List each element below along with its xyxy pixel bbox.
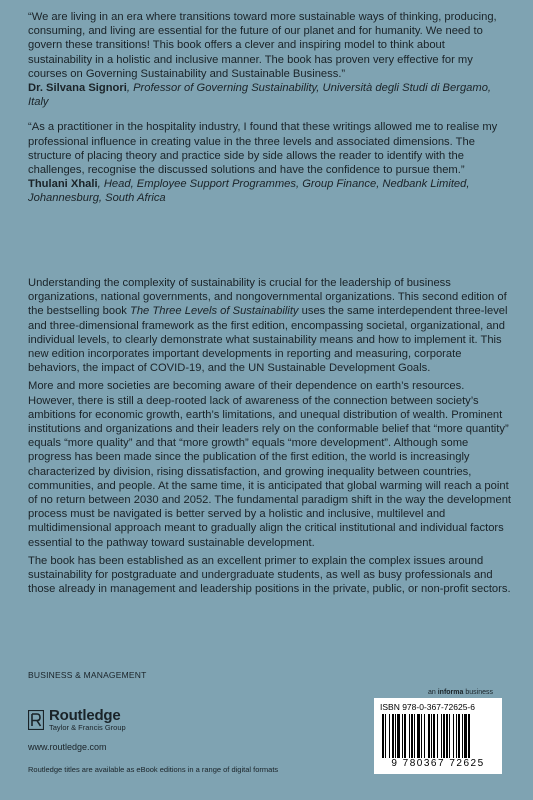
description-text: Understanding the complexity of sustainability is crucial for the leadership of business organizations, national governments, and nongovernmental organizations. This second edition of the bestselling book [28, 277, 507, 318]
informa-brand: informa [437, 689, 464, 696]
informa-suffix: business [463, 689, 493, 696]
endorsement-quote: “As a practitioner in the hospitality industry, I found that these writings allowed me to realise my professional influence in creating value in the three levels and associated dimensions. The structure of placing theory and practice side by side allows the reader to identify with the challenges, recognise the discussed solutions and have the confidence to pursue them.” [28, 121, 498, 177]
book-description [28, 276, 514, 600]
ebook-note: Routledge titles are available as eBook editions in a range of digital formats [28, 765, 279, 774]
description-paragraph-2: More and more societies are becoming aware of their dependence on earth’s resources. However, there is still a deep-rooted lack of awareness of the connection between society’s ambitions for economic growth, earth’s limitations, and unequal distribution of wealth. Prominent institutions and organizations and their leaders rely on the conformable belief that “more quantity” equals “more quality” and that “more growth” equals “more development”. Although some progress has been made since the publication of the first edition, the world is increasingly characterized by division, rising dissatisfaction, and growing inequality between countries, communities, and people. At the same time, it is anticipated that global warming will reach a point of no return between 2030 and 2052. The fundamental paradigm shift in the way the development process must be navigated is better served by a holistic and inclusive, multilevel and multidimensional approach meant to gradually align the critical institutional and individual factors essential to the pathway toward sustainable development. [28, 380, 512, 549]
description-text: uses the same interdependent three-level and three-dimensional framework as the first edition, encompassing societal, organizational, and individual levels, to clearly demonstrate what sustainability means and how to implement it. This new edition incorporates important developments in reporting and measuring, corporate behaviors, the impact of COVID-19, and the UN Sustainable Development Goals. [28, 305, 508, 375]
informa-prefix: an [428, 689, 438, 696]
publisher-website: www.routledge.com [28, 742, 107, 752]
barcode-digits: 9 780367 72625 [391, 758, 485, 769]
description-paragraph-1 [28, 276, 514, 375]
publisher-name: Routledge [49, 707, 121, 724]
endorsement-2 [28, 120, 512, 205]
isbn-barcode [374, 698, 502, 774]
endorsement-role: , Professor of Governing Sustainability, Università degli Studi di Bergamo, Italy [28, 82, 492, 109]
barcode-icon [380, 714, 496, 758]
publisher-group: Taylor & Francis Group [49, 723, 126, 732]
endorsement-attribution [28, 81, 512, 109]
endorsements [28, 10, 512, 217]
informa-business-label [428, 689, 493, 696]
endorsement-author: Dr. Silvana Signori [28, 82, 127, 95]
isbn-label: ISBN 978-0-367-72625-6 [380, 702, 475, 712]
endorsement-quote: “We are living in an era where transitions toward more sustainable ways of thinking, producing, consuming, and living are essential for the future of our planet and for humanity. We need to govern these transitions! This book offers a clever and inspiring model to think about sustainability in a holistic and inclusive manner. The book has proven very effective for my courses on Governing Sustainability and Sustainable Business.” [28, 11, 497, 80]
publisher-logo [28, 708, 126, 732]
routledge-logo-icon [28, 710, 44, 730]
endorsement-attribution [28, 177, 512, 205]
description-paragraph-3: The book has been established as an excellent primer to explain the complex issues around sustainability for postgraduate and undergraduate students, as well as busy professionals and those already in management and leadership positions in the private, public, or non-profit sectors. [28, 554, 511, 596]
endorsement-author: Thulani Xhali [28, 178, 98, 191]
subject-category: BUSINESS & MANAGEMENT [28, 670, 147, 680]
book-title: The Three Levels of Sustainability [130, 305, 299, 318]
endorsement-1 [28, 10, 512, 109]
endorsement-role: , Head, Employee Support Programmes, Group Finance, Nedbank Limited, Johannesburg, South Africa [28, 178, 470, 205]
